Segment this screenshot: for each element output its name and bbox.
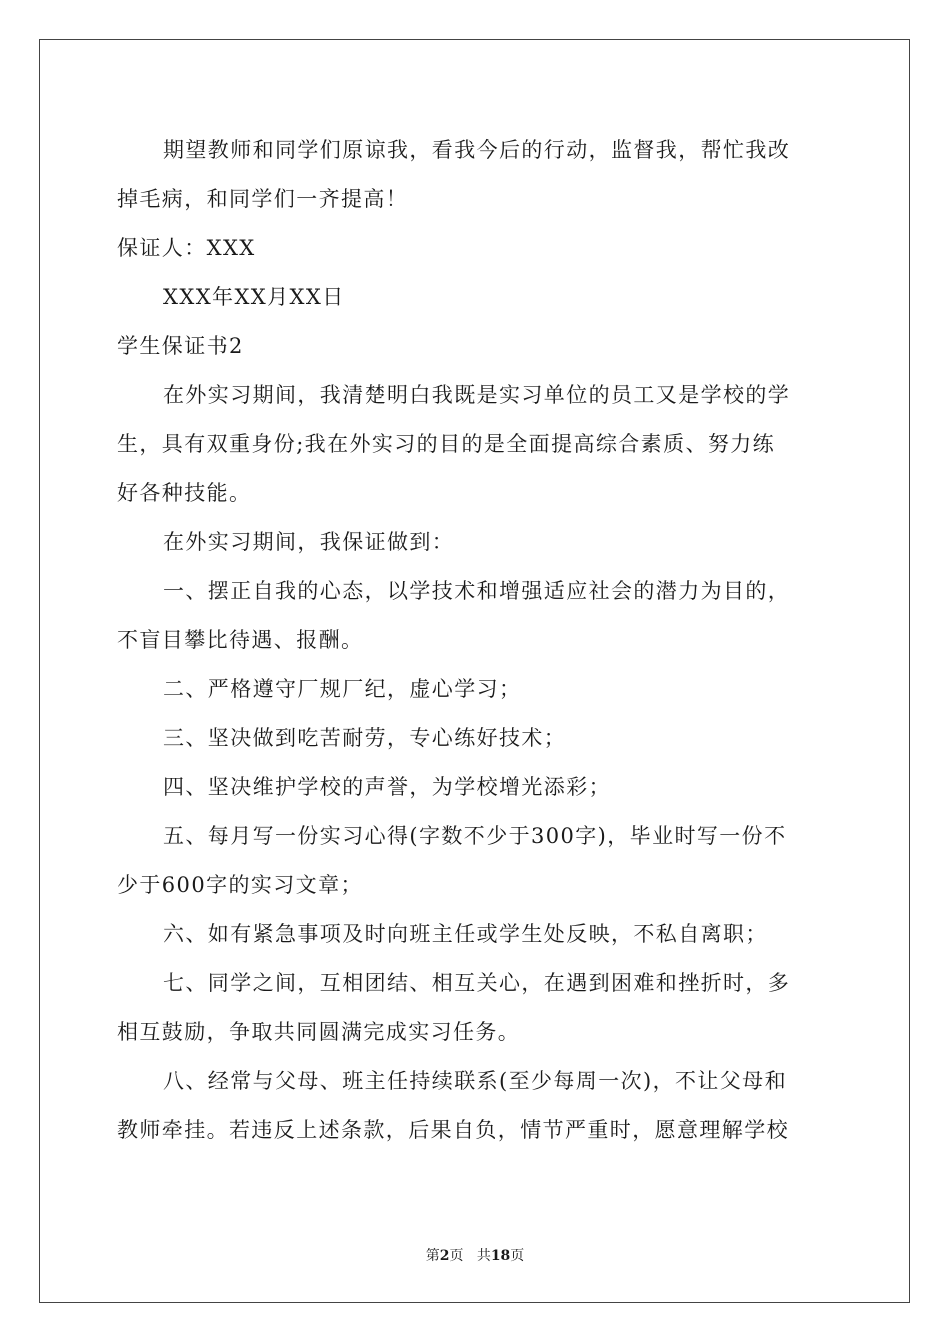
footer-total-pages: 18 — [490, 1248, 511, 1264]
paragraph-line: 生，具有双重身份;我在外实习的目的是全面提高综合素质、努力练 — [117, 432, 776, 456]
list-item-line: 一、摆正自我的心态，以学技术和增强适应社会的潜力为目的， — [163, 579, 791, 603]
date-line: XXX年XX月XX日 — [163, 285, 345, 309]
section-title: 学生保证书2 — [117, 334, 244, 358]
page-footer — [0, 1245, 950, 1265]
footer-total-prefix: 共 — [476, 1248, 491, 1264]
paragraph-line: 掉毛病，和同学们一齐提高！ — [117, 187, 409, 211]
paragraph-line: 在外实习期间，我保证做到： — [163, 530, 455, 554]
paragraph-line: 在外实习期间，我清楚明白我既是实习单位的员工又是学校的学 — [163, 383, 791, 407]
list-item-line: 四、坚决维护学校的声誉，为学校增光添彩； — [163, 775, 611, 799]
footer-page-prefix: 第 — [425, 1248, 440, 1264]
document-body — [117, 126, 833, 1155]
list-item-line: 三、坚决做到吃苦耐劳，专心练好技术； — [163, 726, 567, 750]
paragraph-line: 好各种技能。 — [117, 481, 252, 505]
list-item-line: 二、严格遵守厂规厂纪，虚心学习； — [163, 677, 522, 701]
list-item-line: 教师牵挂。若违反上述条款，后果自负，情节严重时，愿意理解学校 — [117, 1118, 789, 1142]
list-item-line: 五、每月写一份实习心得(字数不少于300字)，毕业时写一份不 — [163, 824, 787, 848]
list-item-line: 八、经常与父母、班主任持续联系(至少每周一次)，不让父母和 — [163, 1069, 787, 1093]
paragraph-line: 期望教师和同学们原谅我，看我今后的行动，监督我，帮忙我改 — [163, 138, 791, 162]
list-item-line: 不盲目攀比待遇、报酬。 — [117, 628, 364, 652]
guarantor-line: 保证人：XXX — [117, 236, 256, 260]
footer-total-suffix: 页 — [510, 1248, 525, 1264]
list-item-line: 六、如有紧急事项及时向班主任或学生处反映，不私自离职； — [163, 922, 768, 946]
list-item-line: 相互鼓励，争取共同圆满完成实习任务。 — [117, 1020, 521, 1044]
list-item-line: 少于600字的实习文章； — [117, 873, 363, 897]
list-item-line: 七、同学之间，互相团结、相互关心，在遇到困难和挫折时，多 — [163, 971, 791, 995]
footer-page-number: 2 — [439, 1248, 450, 1264]
footer-page-suffix: 页 — [449, 1248, 464, 1264]
